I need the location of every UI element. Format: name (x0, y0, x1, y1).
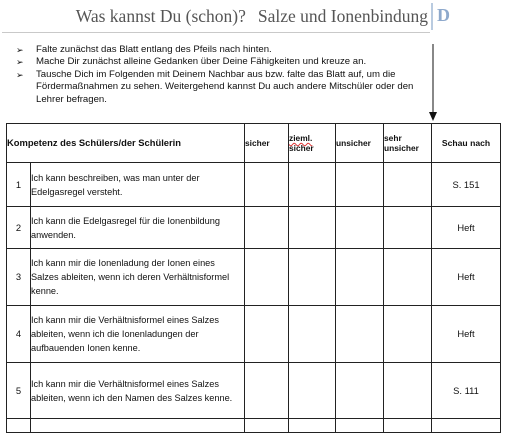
row-competence: Ich kann mir die Ionenladung der Ionen eines Salzes ableiten, wenn ich deren Verhältnisformel kenne. (31, 249, 245, 306)
instruction-item: ➢ Falte zunächst das Blatt entlang des Pfeils nach hinten. (16, 44, 272, 55)
title-question: Was kannst Du (schon)? (75, 6, 246, 26)
header-schau-nach: Schau nach (432, 124, 501, 163)
row-reference: Heft (432, 207, 501, 249)
checkbox-cell-sehr-unsicher[interactable] (384, 306, 432, 363)
competence-table (6, 123, 501, 433)
header-sicher: sicher (245, 124, 289, 163)
checkbox-cell-zieml-sicher[interactable] (289, 249, 336, 306)
checkbox-cell-zieml-sicher[interactable] (289, 163, 336, 207)
row-reference: Heft (432, 306, 501, 363)
table-row (7, 363, 501, 419)
arrow-bullet-icon: ➢ (16, 69, 24, 80)
fold-arrow-icon (429, 44, 437, 122)
table-row (7, 306, 501, 363)
table-row (7, 207, 501, 249)
table-row (7, 163, 501, 207)
checkbox-cell-sehr-unsicher[interactable] (384, 363, 432, 419)
header-unsicher: unsicher (336, 124, 384, 163)
row-competence: Ich kann beschreiben, was man unter der Edelgasregel versteht. (31, 163, 245, 207)
checkbox-cell-sehr-unsicher[interactable] (384, 163, 432, 207)
arrow-bullet-icon: ➢ (16, 45, 24, 55)
checkbox-cell-sicher[interactable] (245, 306, 289, 363)
row-reference: S. 151 (432, 163, 501, 207)
checkbox-cell-zieml-sicher[interactable] (289, 363, 336, 419)
row-number: 2 (7, 207, 31, 249)
section-letter: D (437, 5, 450, 25)
row-reference: S. 111 (432, 363, 501, 419)
header-divider (431, 3, 433, 30)
header-zieml-sicher: zieml. sicher (289, 124, 336, 163)
checkbox-cell-zieml-sicher[interactable] (289, 306, 336, 363)
row-competence: Ich kann die Edelgasregel für die Ionenbildung anwenden. (31, 207, 245, 249)
checkbox-cell-unsicher[interactable] (336, 163, 384, 207)
row-competence: Ich kann mir die Verhältnisformel eines Salzes ableiten, wenn ich die Ionenladungen der aufbauenden Ionen kenne. (31, 306, 245, 363)
instruction-list (16, 44, 426, 106)
checkbox-cell-unsicher[interactable] (336, 363, 384, 419)
header-rule (2, 32, 430, 33)
row-number: 5 (7, 363, 31, 419)
row-reference: Heft (432, 249, 501, 306)
instruction-item: ➢ Mache Dir zunächst alleine Gedanken über Deine Fähigkeiten und kreuze an. (16, 56, 367, 68)
row-number: 1 (7, 163, 31, 207)
checkbox-cell-unsicher[interactable] (336, 207, 384, 249)
header-competence: Kompetenz des Schülers/der Schülerin (7, 124, 245, 163)
page-header (0, 0, 506, 34)
checkbox-cell-zieml-sicher[interactable] (289, 207, 336, 249)
checkbox-cell-sicher[interactable] (245, 363, 289, 419)
header-sehr-unsicher: sehr unsicher (384, 124, 432, 163)
page-title (0, 6, 428, 27)
checkbox-cell-unsicher[interactable] (336, 249, 384, 306)
table-header-row (7, 124, 501, 163)
checkbox-cell-sicher[interactable] (245, 207, 289, 249)
checkbox-cell-sicher[interactable] (245, 249, 289, 306)
checkbox-cell-sicher[interactable] (245, 163, 289, 207)
checkbox-cell-sehr-unsicher[interactable] (384, 249, 432, 306)
title-topic: Salze und Ionenbindung (257, 6, 428, 26)
row-competence: Ich kann mir die Verhältnisformel eines Salzes ableiten, wenn ich den Namen des Salzes kenne. (31, 363, 245, 419)
checkbox-cell-sehr-unsicher[interactable] (384, 207, 432, 249)
checkbox-cell-unsicher[interactable] (336, 306, 384, 363)
row-number: 3 (7, 249, 31, 306)
row-number: 4 (7, 306, 31, 363)
table-row (7, 249, 501, 306)
instruction-item: ➢ Tausche Dich im Folgenden mit Deinem Nachbar aus bzw. falte das Blatt auf, um die Fördermaßnahmen zu sehen. Weitergehend kannst Du auch andere Mitschüler oder den Lehrer befragen. (16, 68, 414, 105)
arrow-bullet-icon: ➢ (16, 57, 24, 68)
